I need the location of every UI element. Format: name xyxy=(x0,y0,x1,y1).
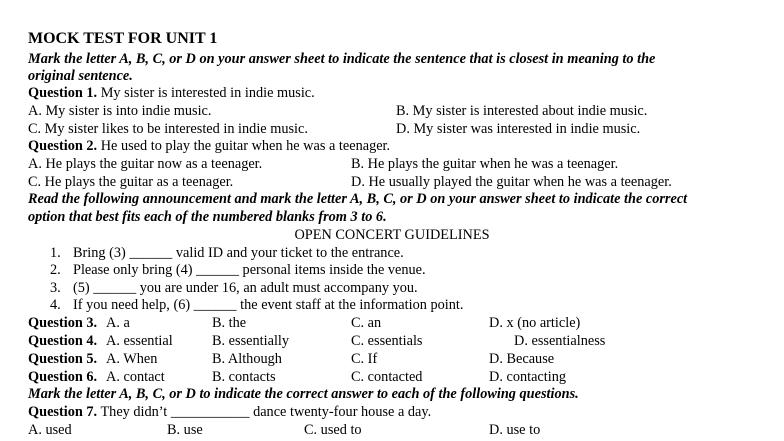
question-4-option-c: C. essentials xyxy=(351,333,423,349)
question-2-option-b: B. He plays the guitar when he was a teenager. xyxy=(351,156,619,172)
question-3-option-d: D. x (no article) xyxy=(489,315,581,331)
question-6-label: Question 6. xyxy=(28,369,98,385)
question-4-option-b: B. essentially xyxy=(212,333,290,349)
guideline-text: Bring (3) ______ valid ID and your ticket to the entrance. xyxy=(73,245,404,261)
question-4-option-d: D. essentialness xyxy=(514,333,606,349)
question-2-text: He used to play the guitar when he was a teenager. xyxy=(97,138,391,154)
question-5-label: Question 5. xyxy=(28,351,98,367)
guideline-number: 3. xyxy=(50,280,61,296)
guideline-text: (5) ______ you are under 16, an adult must accompany you. xyxy=(73,280,418,296)
question-7-option-a: A. used xyxy=(28,422,72,438)
instruction-1-line-2: original sentence. xyxy=(28,68,133,84)
question-5-option-b: B. Although xyxy=(212,351,282,367)
question-7-option-d: D. use to xyxy=(489,422,541,438)
guideline-number: 1. xyxy=(50,245,61,261)
question-2-option-a: A. He plays the guitar now as a teenager. xyxy=(28,156,263,172)
question-6-option-a: A. contact xyxy=(106,369,165,385)
guideline-text: If you need help, (6) ______ the event staff at the information point. xyxy=(73,297,464,313)
page-title: MOCK TEST FOR UNIT 1 xyxy=(28,30,218,47)
question-7-label: Question 7. xyxy=(28,404,98,420)
question-4-option-a: A. essential xyxy=(106,333,173,349)
guideline-number: 4. xyxy=(50,297,61,313)
question-2-option-d: D. He usually played the guitar when he was a teenager. xyxy=(351,174,672,190)
question-2 xyxy=(28,137,390,155)
instruction-2-line-1: Read the following announcement and mark the letter A, B, C, or D on your answer sheet to indicate the correct xyxy=(28,191,688,207)
instruction-2-line-2: option that best fits each of the numbered blanks from 3 to 6. xyxy=(28,209,387,225)
question-7-option-c: C. used to xyxy=(304,422,362,438)
question-3-option-a: A. a xyxy=(106,315,130,331)
question-6-option-b: B. contacts xyxy=(212,369,276,385)
question-2-label: Question 2. xyxy=(28,138,98,154)
question-3-option-b: B. the xyxy=(212,315,247,331)
question-1 xyxy=(28,84,315,102)
question-4-label: Question 4. xyxy=(28,333,98,349)
question-7-option-b: B. use xyxy=(167,422,203,438)
question-1-option-d: D. My sister was interested in indie music. xyxy=(396,121,641,137)
question-1-option-c: C. My sister likes to be interested in indie music. xyxy=(28,121,308,137)
question-3-option-c: C. an xyxy=(351,315,382,331)
question-7-text: They didn’t ___________ dance twenty-four house a day. xyxy=(97,404,432,420)
announcement-title: OPEN CONCERT GUIDELINES xyxy=(294,227,490,243)
question-1-option-b: B. My sister is interested about indie music. xyxy=(396,103,648,119)
question-6-option-c: C. contacted xyxy=(351,369,423,385)
guideline-number: 2. xyxy=(50,262,61,278)
question-7 xyxy=(28,403,431,421)
question-6-option-d: D. contacting xyxy=(489,369,567,385)
question-5-option-a: A. When xyxy=(106,351,158,367)
guideline-text: Please only bring (4) ______ personal items inside the venue. xyxy=(73,262,426,278)
question-2-option-c: C. He plays the guitar as a teenager. xyxy=(28,174,234,190)
question-5-option-d: D. Because xyxy=(489,351,555,367)
instruction-1-line-1: Mark the letter A, B, C, or D on your answer sheet to indicate the sentence that is closest in meaning to the xyxy=(28,51,656,67)
instruction-3: Mark the letter A, B, C, or D to indicate the correct answer to each of the following questions. xyxy=(28,386,579,402)
question-1-option-a: A. My sister is into indie music. xyxy=(28,103,212,119)
question-3-label: Question 3. xyxy=(28,315,98,331)
question-5-option-c: C. If xyxy=(351,351,378,367)
question-1-text: My sister is interested in indie music. xyxy=(97,85,315,101)
question-1-label: Question 1. xyxy=(28,85,98,101)
